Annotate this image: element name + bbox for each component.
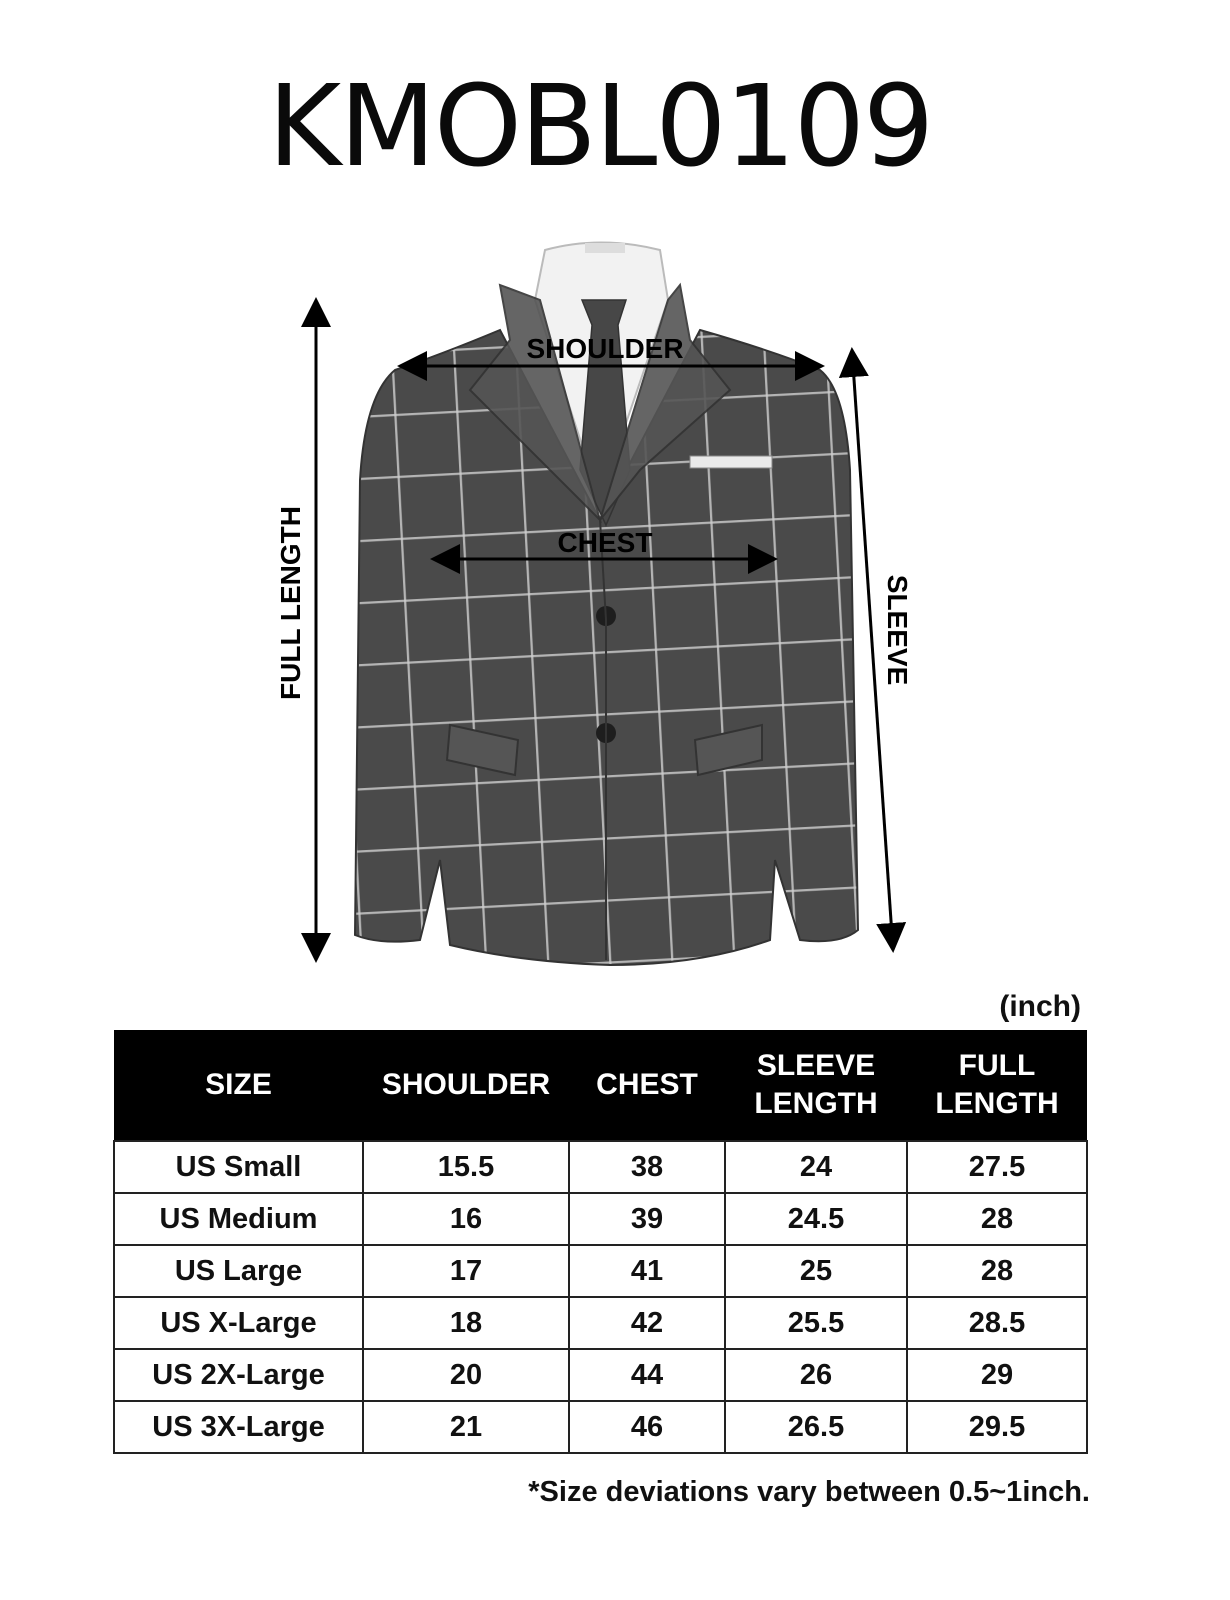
- cell-chest: 39: [569, 1193, 725, 1245]
- jacket: [355, 285, 858, 965]
- cell-sleeve-length: 25: [725, 1245, 907, 1297]
- cell-size: US Large: [114, 1245, 363, 1297]
- header-chest: CHEST: [569, 1030, 725, 1141]
- cell-chest: 38: [569, 1141, 725, 1193]
- table-row: [114, 1141, 1087, 1193]
- cell-sleeve-length: 24: [725, 1141, 907, 1193]
- cell-sleeve-length: 24.5: [725, 1193, 907, 1245]
- cell-size: US 3X-Large: [114, 1401, 363, 1453]
- cell-shoulder: 21: [363, 1401, 569, 1453]
- cell-size: US Medium: [114, 1193, 363, 1245]
- cell-full-length: 27.5: [907, 1141, 1087, 1193]
- cell-size: US Small: [114, 1141, 363, 1193]
- cell-shoulder: 15.5: [363, 1141, 569, 1193]
- cell-sleeve-length: 25.5: [725, 1297, 907, 1349]
- collar-label-icon: [585, 243, 625, 253]
- header-shoulder: SHOULDER: [363, 1030, 569, 1141]
- cell-sleeve-length: 26.5: [725, 1401, 907, 1453]
- unit-label: (inch): [999, 990, 1081, 1023]
- cell-chest: 44: [569, 1349, 725, 1401]
- cell-shoulder: 16: [363, 1193, 569, 1245]
- shoulder-label: SHOULDER: [526, 333, 684, 364]
- cell-shoulder: 17: [363, 1245, 569, 1297]
- header-sleeve-length: SLEEVE LENGTH: [725, 1030, 907, 1141]
- size-table: [113, 1030, 1088, 1454]
- size-table-body: [114, 1141, 1087, 1453]
- cell-shoulder: 18: [363, 1297, 569, 1349]
- cell-chest: 41: [569, 1245, 725, 1297]
- cell-full-length: 28: [907, 1245, 1087, 1297]
- cell-size: US 2X-Large: [114, 1349, 363, 1401]
- size-deviation-note: *Size deviations vary between 0.5~1inch.: [528, 1476, 1090, 1508]
- cell-sleeve-length: 26: [725, 1349, 907, 1401]
- cell-chest: 42: [569, 1297, 725, 1349]
- page-title: KMOBL0109: [267, 62, 933, 192]
- table-row: [114, 1245, 1087, 1297]
- table-row: [114, 1401, 1087, 1453]
- jacket-figure: [0, 220, 1230, 1000]
- chest-label: CHEST: [557, 527, 653, 558]
- cell-full-length: 29: [907, 1349, 1087, 1401]
- table-row: [114, 1349, 1087, 1401]
- full-length-label: FULL LENGTH: [275, 506, 306, 700]
- size-table-header: [114, 1030, 1087, 1141]
- cell-full-length: 28.5: [907, 1297, 1087, 1349]
- header-size: SIZE: [114, 1030, 363, 1141]
- header-full-length: FULL LENGTH: [907, 1030, 1087, 1141]
- sleeve-label: SLEEVE: [882, 574, 913, 686]
- cell-size: US X-Large: [114, 1297, 363, 1349]
- pocket-square: [690, 456, 772, 468]
- table-row: [114, 1297, 1087, 1349]
- table-row: [114, 1193, 1087, 1245]
- cell-chest: 46: [569, 1401, 725, 1453]
- cell-shoulder: 20: [363, 1349, 569, 1401]
- cell-full-length: 29.5: [907, 1401, 1087, 1453]
- cell-full-length: 28: [907, 1193, 1087, 1245]
